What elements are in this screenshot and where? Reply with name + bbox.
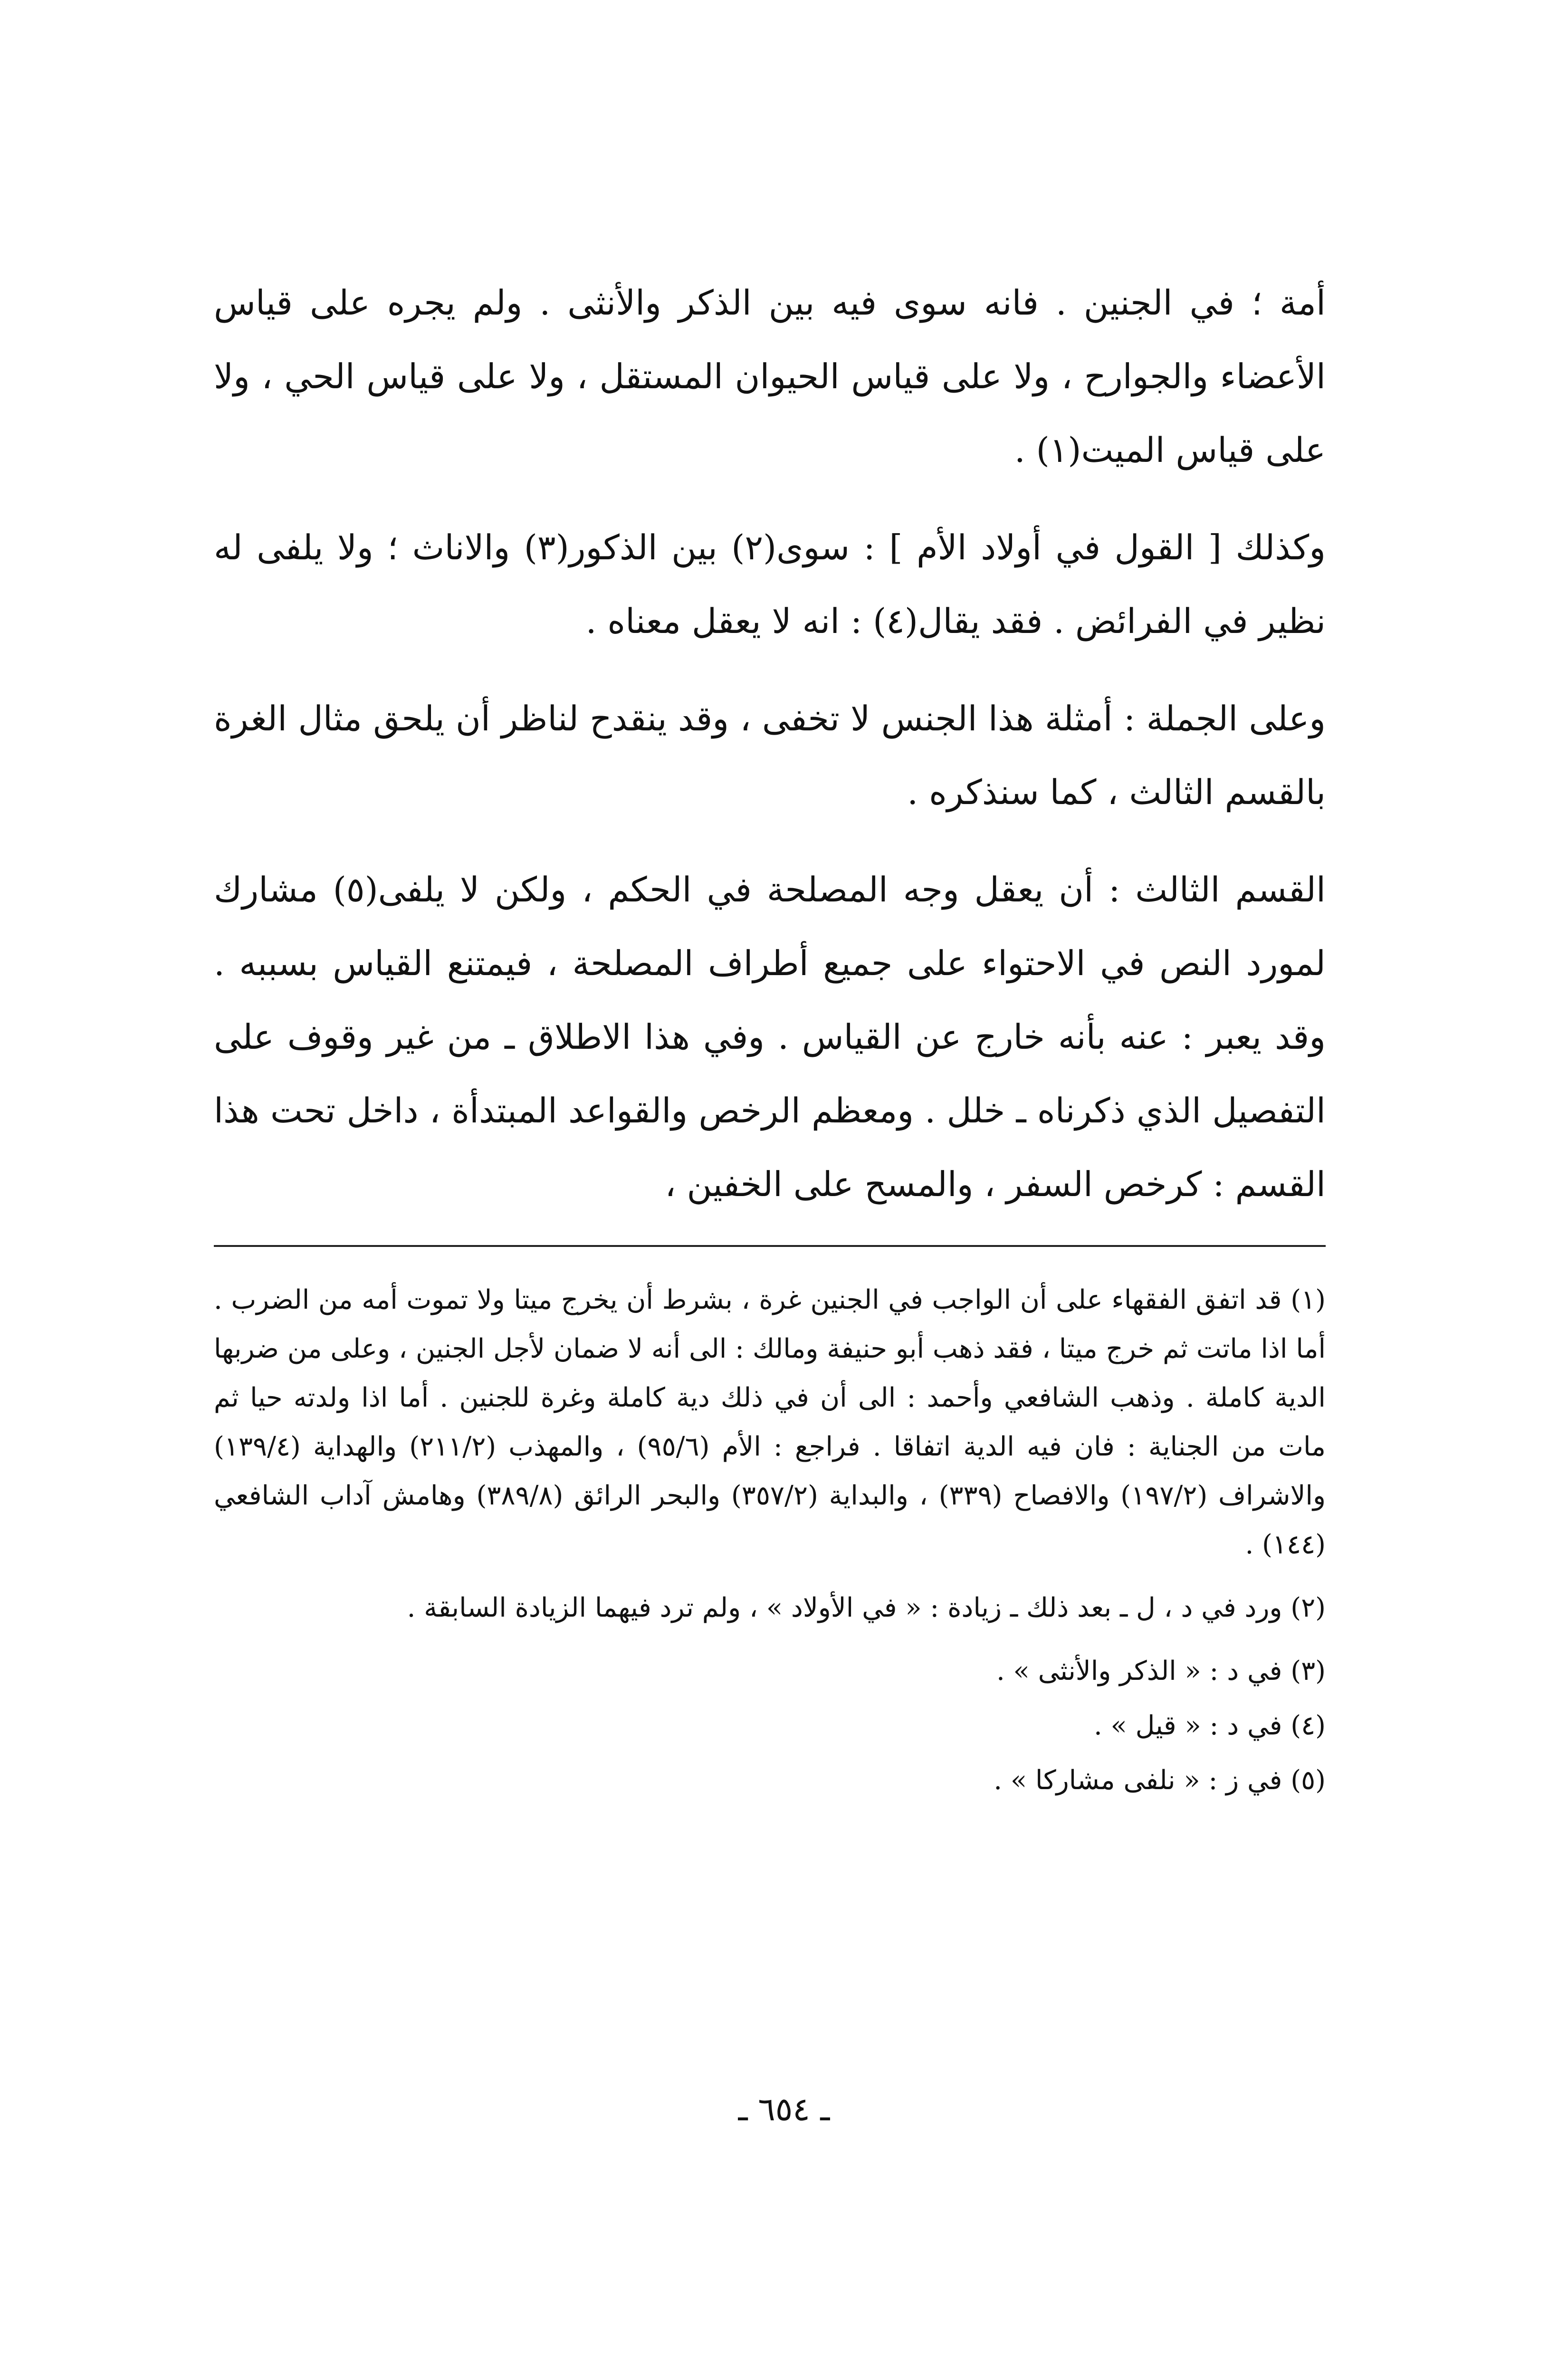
page-content xyxy=(214,266,1326,1811)
footnote: (٤) في د : « قيل » . xyxy=(1093,1710,1326,1741)
footnote: (٥) في ز : « نلفى مشاركا » . xyxy=(994,1765,1326,1796)
page-number: ـ ٦٥٤ ـ xyxy=(738,2091,830,2128)
body-paragraph: أمة ؛ في الجنين . فانه سوى فيه بين الذكر والأنثى . ولم يجره على قياس الأعضاء والجوارح ، ولا على قياس الحيوان المستقل ، ولا على قياس الحي ، ولا على قياس الميت(١) . xyxy=(214,283,1326,470)
footnote: (٢) ورد في د ، ل ـ بعد ذلك ـ زيادة : « في الأولاد » ، ولم ترد فيهما الزيادة السابقة . xyxy=(407,1592,1326,1623)
main-text xyxy=(214,266,1326,1221)
footnotes xyxy=(214,1275,1326,1805)
footnote-divider xyxy=(214,1245,1326,1247)
body-paragraph: وعلى الجملة : أمثلة هذا الجنس لا تخفى ، وقد ينقدح لناظر أن يلحق مثال الغرة بالقسم الثالث ، كما سنذكره . xyxy=(214,699,1326,812)
footnote: (٣) في د : « الذكر والأنثى » . xyxy=(996,1656,1326,1686)
footnote: (١) قد اتفق الفقهاء على أن الواجب في الجنين غرة ، بشرط أن يخرج ميتا ولا تموت أمه من الضرب . أما اذا ماتت ثم خرج ميتا ، فقد ذهب أبو حنيفة ومالك : الى أنه لا ضمان لأجل الجنين ، وعلى من ضربها الدية كاملة . وذهب الشافعي وأحمد : الى أن في ذلك دية كاملة وغرة للجنين . أما اذا ولدته حيا ثم مات من الجناية : فان فيه الدية اتفاقا . فراجع : الأم (٩٥/٦) ، والمهذب (٢١١/٢) والهداية (١٣٩/٤) والاشراف (١٩٧/٢) والافصاح (٣٣٩) ، والبداية (٣٥٧/٢) والبحر الرائق (٣٨٩/٨) وهامش آداب الشافعي (١٤٤) . xyxy=(214,1284,1326,1560)
body-paragraph: القسم الثالث : أن يعقل وجه المصلحة في الحكم ، ولكن لا يلفى(٥) مشارك لمورد النص في الاحتواء على جميع أطراف المصلحة ، فيمتنع القياس بسببه . وقد يعبر : عنه بأنه خارج عن القياس . وفي هذا الاطلاق ـ من غير وقوف على التفصيل الذي ذكرناه ـ خلل . ومعظم الرخص والقواعد المبتدأة ، داخل تحت هذا القسم : كرخص السفر ، والمسح على الخفين ، xyxy=(214,870,1326,1204)
body-paragraph: وكذلك [ القول في أولاد الأم ] : سوى(٢) بين الذكور(٣) والاناث ؛ ولا يلفى له نظير في الفرائض . فقد يقال(٤) : انه لا يعقل معناه . xyxy=(214,527,1326,641)
